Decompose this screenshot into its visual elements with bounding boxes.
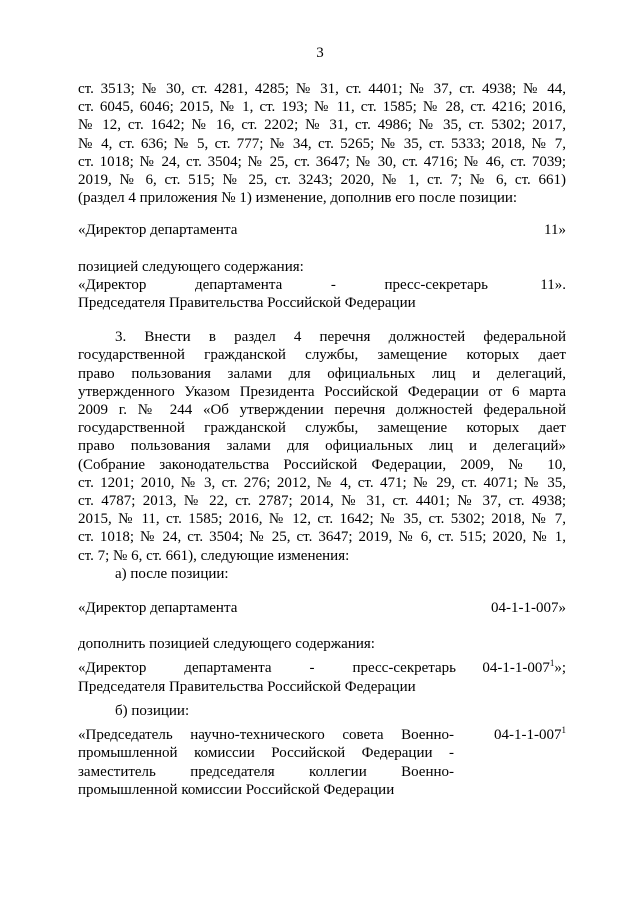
page-number: 3 <box>316 45 324 61</box>
position-chairman <box>78 726 566 799</box>
position-code: $04-1-1-007^1$ <box>494 725 566 744</box>
text-line: ст. 1018; № 24, ст. 3504; № 25, ст. 3647; 2019, № 6, ст. 515; 2020, № 1, <box>78 529 566 546</box>
text-line: (раздел 4 приложения № 1) изменение, дополнив его после позиции: <box>78 190 518 207</box>
position-director-press-secretary <box>78 276 566 312</box>
text-line: право пользования залами для официальных лиц и делегаций» <box>78 438 566 455</box>
text-line: заместитель председателя коллегии Военно- <box>78 763 454 780</box>
text-line: 2009 г. № 244 «Об утверждении перечня должностей федеральной <box>78 402 566 419</box>
text-line: государственной гражданской службы, замещение которых дает <box>78 347 566 364</box>
text-line: промышленной комиссии Российской Федерации - <box>78 745 454 762</box>
following-intro: позицией следующего содержания: <box>78 258 304 275</box>
supplement-intro: дополнить позицией следующего содержания: <box>78 636 375 653</box>
position-title-cont: Председателя Правительства Российской Федерации <box>78 678 416 695</box>
document-body <box>78 80 566 799</box>
text-line: ст. 1201; 2010, № 3, ст. 276; 2012, № 4, ст. 471; № 29, ст. 4071; № 35, <box>78 474 566 491</box>
text-line: (Собрание законодательства Российской Федерации, 2009, № 10, <box>78 456 566 473</box>
text-line: «Председатель научно-технического совета Военно- <box>78 727 454 744</box>
text-line: № 12, ст. 1642; № 16, ст. 2202; № 31, ст. 4986; № 35, ст. 5302; 2017, <box>78 117 566 134</box>
position-code: $04-1-1-007^1$»; <box>482 658 566 677</box>
paragraph-item-3 <box>78 328 566 565</box>
position-director-2 <box>78 599 566 617</box>
text-line: государственной гражданской службы, замещение которых дает <box>78 420 566 437</box>
position-title: «Директор департамента - пресс-секретарь <box>78 660 456 677</box>
text-line: 3. Внести в раздел 4 перечня должностей федеральной <box>115 329 566 346</box>
text-line: право пользования залами для официальных лиц и делегаций, <box>78 365 566 382</box>
item-a-label: а) после позиции: <box>115 565 229 582</box>
item-b-label: б) позиции: <box>115 702 190 719</box>
text-line: ст. 3513; № 30, ст. 4281, 4285; № 31, ст. 4401; № 37, ст. 4938; № 44, <box>78 81 566 97</box>
text-line: ст. 1018; № 24, ст. 3504; № 25, ст. 3647; № 30, ст. 4716; № 46, ст. 7039; <box>78 153 566 170</box>
text-line: ст. 4787; 2013, № 22, ст. 2787; 2014, № 31, ст. 4401; № 37, ст. 4938; <box>78 493 566 510</box>
position-title-cont: Председателя Правительства Российской Федерации <box>78 295 416 312</box>
position-title: «Директор департамента <box>78 600 238 617</box>
text-line: ст. 6045, 6046; 2015, № 1, ст. 193; № 11, ст. 1585; № 28, ст. 4216; 2016, <box>78 99 566 116</box>
position-title: «Директор департамента <box>78 222 238 239</box>
position-title: «Директор департамента - пресс-секретарь <box>78 276 488 293</box>
position-code: 11» <box>544 222 566 239</box>
text-line: утвержденного Указом Президента Российской Федерации от 6 марта <box>78 383 566 400</box>
position-title <box>78 726 454 799</box>
text-line: ст. 7; № 6, ст. 661), следующие изменения: <box>78 547 350 564</box>
text-line: 2019, № 6, ст. 515; № 25, ст. 3243; 2020, № 1, ст. 7; № 6, ст. 661) <box>78 172 566 189</box>
text-line: промышленной комиссии Российской Федерации <box>78 781 395 798</box>
position-director <box>78 221 566 239</box>
position-code: 11». <box>540 276 566 293</box>
paragraph-citations <box>78 80 566 207</box>
position-code: 04-1-1-007» <box>491 600 566 617</box>
text-line: № 4, ст. 636; № 5, ст. 777; № 34, ст. 5265; № 35, ст. 5333; 2018, № 7, <box>78 135 566 152</box>
position-director-press-secretary-2 <box>78 659 566 695</box>
text-line: 2015, № 11, ст. 1585; 2016, № 12, ст. 1642; № 35, ст. 5302; 2018, № 7, <box>78 511 566 528</box>
